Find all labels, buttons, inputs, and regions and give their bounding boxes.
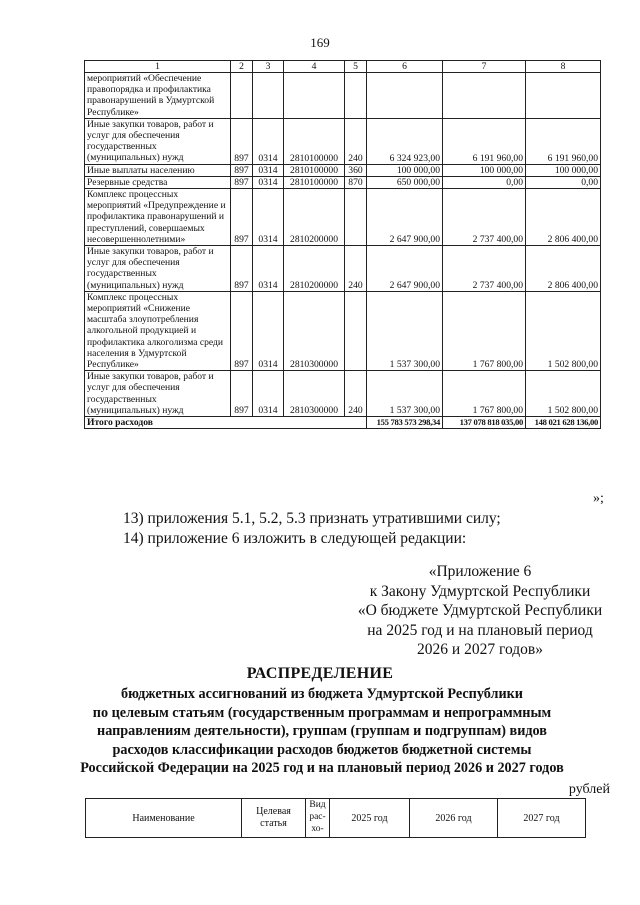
row-cell-c8: 0,00 (526, 176, 601, 188)
column-header: 5 (345, 61, 367, 73)
subtitle-line: по целевым статьям (государственным программам и непрограммным (92, 704, 552, 721)
table-row (85, 371, 601, 417)
header-text: Вид (309, 800, 326, 810)
row-name: Комплекс процессных мероприятий «Предупреждение и профилактика правонарушений и преступлений, совершаемых несовершеннолетними» (85, 189, 231, 246)
row-cell-c7: 6 191 960,00 (443, 118, 526, 164)
column-header: 6 (367, 61, 443, 73)
row-cell-c2: 897 (231, 118, 253, 164)
closing-quote: »; (593, 491, 604, 506)
row-cell-c7: 2 737 400,00 (443, 246, 526, 292)
header-2025: 2025 год (330, 799, 410, 838)
header-2026: 2026 год (410, 799, 498, 838)
row-cell-c3: 0314 (253, 189, 284, 246)
row-cell-c3: 0314 (253, 118, 284, 164)
header-text: статья (260, 818, 287, 829)
row-cell-c5 (345, 73, 367, 119)
row-cell-c8: 2 806 400,00 (526, 189, 601, 246)
row-cell-c8: 6 191 960,00 (526, 118, 601, 164)
column-header: 4 (284, 61, 345, 73)
column-header: 1 (85, 61, 231, 73)
header-expense-type (306, 799, 330, 838)
row-cell-c8: 2 806 400,00 (526, 246, 601, 292)
appendix-line: «О бюджете Удмуртской Республики (357, 602, 603, 619)
budget-table-continued (84, 60, 601, 429)
row-cell-c8 (526, 73, 601, 119)
row-cell-c6: 2 647 900,00 (367, 246, 443, 292)
total-2027: 148 021 628 136,00 (526, 417, 601, 429)
row-cell-c7: 1 767 800,00 (443, 291, 526, 370)
subtitle-line: Российской Федерации на 2025 год и на плановый период 2026 и 2027 годов (80, 760, 564, 776)
header-target-article (242, 799, 306, 838)
row-cell-c6: 650 000,00 (367, 176, 443, 188)
row-cell-c4: 2810100000 (284, 118, 345, 164)
document-subtitle (20, 685, 624, 778)
appendix-line: к Закону Удмуртской Республики (369, 582, 591, 600)
row-cell-c2: 897 (231, 164, 253, 176)
paragraph-14: 14) приложение 6 изложить в следующей редакции: (123, 530, 467, 547)
table-row (85, 164, 601, 176)
row-cell-c6: 6 324 923,00 (367, 118, 443, 164)
row-cell-c8: 100 000,00 (526, 164, 601, 176)
row-cell-c2: 897 (231, 371, 253, 417)
table-row (85, 73, 601, 119)
row-cell-c7: 1 767 800,00 (443, 371, 526, 417)
page-number: 169 (310, 35, 330, 50)
row-cell-c5 (345, 291, 367, 370)
distribution-table-header (85, 798, 586, 838)
total-2025: 155 783 573 298,34 (367, 417, 443, 429)
table-row (85, 118, 601, 164)
table-row (85, 291, 601, 370)
row-cell-c3: 0314 (253, 246, 284, 292)
row-cell-c2: 897 (231, 189, 253, 246)
column-header: 7 (443, 61, 526, 73)
row-cell-c4: 2810200000 (284, 246, 345, 292)
row-cell-c6: 100 000,00 (367, 164, 443, 176)
appendix-line: «Приложение 6 (428, 563, 532, 580)
row-cell-c4 (284, 73, 345, 119)
row-cell-c5: 240 (345, 118, 367, 164)
row-cell-c3: 0314 (253, 371, 284, 417)
header-name: Наименование (86, 799, 242, 838)
row-name: Иные выплаты населению (85, 164, 231, 176)
total-2026: 137 078 818 035,00 (443, 417, 526, 429)
row-cell-c3 (253, 73, 284, 119)
row-cell-c5: 870 (345, 176, 367, 188)
header-text: Целевая (256, 806, 291, 817)
row-cell-c2 (231, 73, 253, 119)
row-cell-c6: 1 537 300,00 (367, 291, 443, 370)
column-number-row (85, 61, 601, 73)
row-cell-c6: 1 537 300,00 (367, 371, 443, 417)
table-row (85, 176, 601, 188)
row-name: Комплекс процессных мероприятий «Снижение масштаба злоупотребления алкогольной продукцией и профилактика алкоголизма среди населения в Удмуртской Республике» (85, 291, 231, 370)
row-cell-c4: 2810300000 (284, 291, 345, 370)
row-cell-c6: 2 647 900,00 (367, 189, 443, 246)
row-name: мероприятий «Обеспечение правопорядка и профилактика правонарушений в Удмуртской Республике» (85, 73, 231, 119)
row-cell-c8: 1 502 800,00 (526, 291, 601, 370)
column-header: 2 (231, 61, 253, 73)
row-cell-c5: 240 (345, 246, 367, 292)
row-cell-c2: 897 (231, 176, 253, 188)
row-cell-c6 (367, 73, 443, 119)
row-cell-c3: 0314 (253, 291, 284, 370)
total-row (85, 417, 601, 429)
appendix-header (330, 562, 630, 660)
header-2027: 2027 год (498, 799, 586, 838)
table-row (85, 189, 601, 246)
row-cell-c7: 2 737 400,00 (443, 189, 526, 246)
row-name: Иные закупки товаров, работ и услуг для обеспечения государственных (муниципальных) нужд (85, 246, 231, 292)
row-cell-c3: 0314 (253, 176, 284, 188)
row-cell-c2: 897 (231, 291, 253, 370)
row-cell-c4: 2810100000 (284, 164, 345, 176)
header-text: рас- (309, 812, 326, 822)
appendix-line: на 2025 год и на плановый период (367, 621, 593, 639)
row-cell-c7: 100 000,00 (443, 164, 526, 176)
subtitle-line: расходов классификации расходов бюджетов бюджетной системы (112, 741, 532, 758)
document-title: РАСПРЕДЕЛЕНИЕ (246, 665, 394, 682)
row-name: Иные закупки товаров, работ и услуг для обеспечения государственных (муниципальных) нужд (85, 118, 231, 164)
row-cell-c3: 0314 (253, 164, 284, 176)
row-cell-c5: 240 (345, 371, 367, 417)
row-cell-c4: 2810200000 (284, 189, 345, 246)
subtitle-line: бюджетных ассигнований из бюджета Удмуртской Республики (121, 686, 523, 702)
subtitle-line: направлениям деятельности), группам (группам и подгруппам) видов (97, 723, 547, 739)
paragraph-13: 13) приложения 5.1, 5.2, 5.3 признать утратившими силу; (123, 510, 501, 527)
column-header: 8 (526, 61, 601, 73)
total-label: Итого расходов (85, 417, 367, 429)
row-cell-c7: 0,00 (443, 176, 526, 188)
row-cell-c5: 360 (345, 164, 367, 176)
row-name: Иные закупки товаров, работ и услуг для обеспечения государственных (муниципальных) нужд (85, 371, 231, 417)
row-cell-c4: 2810300000 (284, 371, 345, 417)
row-cell-c2: 897 (231, 246, 253, 292)
row-cell-c8: 1 502 800,00 (526, 371, 601, 417)
row-cell-c7 (443, 73, 526, 119)
table-row (85, 246, 601, 292)
units-label: рублей (568, 782, 610, 797)
row-cell-c5 (345, 189, 367, 246)
header-text: хо- (311, 824, 324, 834)
row-name: Резервные средства (85, 176, 231, 188)
row-cell-c4: 2810100000 (284, 176, 345, 188)
appendix-line: 2026 и 2027 годов» (417, 641, 543, 658)
column-header: 3 (253, 61, 284, 73)
